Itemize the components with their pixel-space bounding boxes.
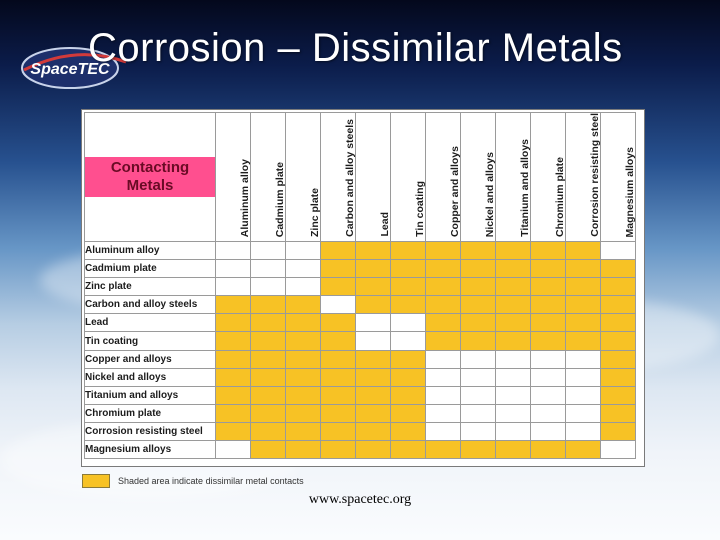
dissimilar-contact-cell xyxy=(461,314,496,332)
dissimilar-contact-cell xyxy=(391,278,426,296)
dissimilar-contact-cell xyxy=(426,441,461,459)
column-header xyxy=(566,113,601,242)
dissimilar-contact-cell xyxy=(216,422,251,440)
contact-table xyxy=(84,112,636,459)
dissimilar-contact-cell xyxy=(321,368,356,386)
compatible-contact-cell xyxy=(566,368,601,386)
dissimilar-contact-cell xyxy=(286,314,321,332)
column-header-label: Magnesium alloys xyxy=(624,146,636,237)
dissimilar-contact-cell xyxy=(286,404,321,422)
dissimilar-contact-cell xyxy=(601,296,636,314)
dissimilar-contact-cell xyxy=(391,242,426,260)
row-header-label: Nickel and alloys xyxy=(85,368,216,386)
dissimilar-contact-cell xyxy=(496,332,531,350)
dissimilar-contact-cell xyxy=(251,422,286,440)
compatible-contact-cell xyxy=(216,260,251,278)
column-header-label: Cadmium plate xyxy=(274,161,286,237)
dissimilar-contact-cell xyxy=(461,278,496,296)
dissimilar-contact-cell xyxy=(531,260,566,278)
table-row xyxy=(85,404,636,422)
dissimilar-contact-cell xyxy=(601,386,636,404)
column-header-label: Copper and alloys xyxy=(449,145,461,237)
dissimilar-contact-cell xyxy=(391,404,426,422)
dissimilar-contact-cell xyxy=(566,260,601,278)
compatible-contact-cell xyxy=(566,386,601,404)
dissimilar-contact-cell xyxy=(601,422,636,440)
column-header-label: Aluminum alloy xyxy=(239,158,251,237)
dissimilar-contact-cell xyxy=(321,278,356,296)
column-header-label: Zinc plate xyxy=(309,187,321,237)
row-header-label: Chromium plate xyxy=(85,404,216,422)
column-header-label: Tin coating xyxy=(414,181,426,237)
table-header-row xyxy=(85,113,636,242)
dissimilar-contact-cell xyxy=(391,422,426,440)
column-header xyxy=(321,113,356,242)
row-header-label: Magnesium alloys xyxy=(85,441,216,459)
dissimilar-contact-cell xyxy=(356,386,391,404)
dissimilar-contact-cell xyxy=(531,296,566,314)
compatible-contact-cell xyxy=(461,422,496,440)
column-header xyxy=(601,113,636,242)
dissimilar-contact-cell xyxy=(216,332,251,350)
dissimilar-contact-cell xyxy=(391,350,426,368)
column-header xyxy=(531,113,566,242)
dissimilar-contact-cell xyxy=(531,314,566,332)
row-header-label: Aluminum alloy xyxy=(85,242,216,260)
column-header xyxy=(391,113,426,242)
compatible-contact-cell xyxy=(461,404,496,422)
dissimilar-contact-cell xyxy=(566,332,601,350)
dissimilar-contact-cell xyxy=(461,332,496,350)
column-header-label: Chromium plate xyxy=(554,157,566,237)
compatible-contact-cell xyxy=(321,296,356,314)
dissimilar-contact-cell xyxy=(531,332,566,350)
column-header-label: Nickel and alloys xyxy=(484,151,496,237)
dissimilar-contact-cell xyxy=(426,260,461,278)
dissimilar-contact-cell xyxy=(321,314,356,332)
dissimilar-contact-cell xyxy=(566,278,601,296)
column-header xyxy=(356,113,391,242)
row-header-label: Corrosion resisting steel xyxy=(85,422,216,440)
dissimilar-contact-cell xyxy=(531,242,566,260)
dissimilar-contact-cell xyxy=(356,278,391,296)
dissimilar-contact-cell xyxy=(496,296,531,314)
compatible-contact-cell xyxy=(601,441,636,459)
dissimilar-contact-cell xyxy=(321,441,356,459)
dissimilar-contact-cell xyxy=(496,441,531,459)
dissimilar-contact-cell xyxy=(286,386,321,404)
compatible-contact-cell xyxy=(461,386,496,404)
compatible-contact-cell xyxy=(426,368,461,386)
compatible-contact-cell xyxy=(426,386,461,404)
dissimilar-contact-cell xyxy=(461,260,496,278)
compatible-contact-cell xyxy=(391,314,426,332)
dissimilar-contact-cell xyxy=(391,260,426,278)
dissimilar-contact-cell xyxy=(356,422,391,440)
dissimilar-contact-cell xyxy=(391,296,426,314)
table-row xyxy=(85,368,636,386)
dissimilar-contact-cell xyxy=(566,242,601,260)
dissimilar-contact-cell xyxy=(356,242,391,260)
table-row xyxy=(85,314,636,332)
table-row xyxy=(85,260,636,278)
dissimilar-contact-cell xyxy=(286,350,321,368)
column-header xyxy=(251,113,286,242)
compatible-contact-cell xyxy=(531,404,566,422)
dissimilar-contact-cell xyxy=(251,368,286,386)
dissimilar-contact-cell xyxy=(391,368,426,386)
dissimilar-contact-cell xyxy=(251,314,286,332)
row-header-label: Tin coating xyxy=(85,332,216,350)
compatible-contact-cell xyxy=(286,278,321,296)
dissimilar-contact-cell xyxy=(601,332,636,350)
row-header-label: Lead xyxy=(85,314,216,332)
table-row xyxy=(85,332,636,350)
compatible-contact-cell xyxy=(461,368,496,386)
table-row xyxy=(85,296,636,314)
column-header xyxy=(286,113,321,242)
row-header-label: Zinc plate xyxy=(85,278,216,296)
dissimilar-contact-cell xyxy=(251,386,286,404)
column-header-label: Corrosion resisting steel xyxy=(589,113,601,237)
dissimilar-contact-cell xyxy=(496,314,531,332)
compatible-contact-cell xyxy=(531,368,566,386)
dissimilar-contact-cell xyxy=(356,296,391,314)
column-header-label: Carbon and alloy steels xyxy=(344,119,356,237)
compatible-contact-cell xyxy=(496,422,531,440)
dissimilar-contact-cell xyxy=(216,296,251,314)
dissimilar-contact-cell xyxy=(216,404,251,422)
dissimilar-contact-cell xyxy=(461,441,496,459)
compatible-contact-cell xyxy=(601,242,636,260)
dissimilar-contact-cell xyxy=(566,296,601,314)
dissimilar-contact-cell xyxy=(391,386,426,404)
compatible-contact-cell xyxy=(286,242,321,260)
page-title: Corrosion – Dissimilar Metals xyxy=(88,26,623,70)
row-header-label: Copper and alloys xyxy=(85,350,216,368)
compatible-contact-cell xyxy=(251,260,286,278)
compatible-contact-cell xyxy=(356,314,391,332)
compatible-contact-cell xyxy=(496,368,531,386)
dissimilar-contact-cell xyxy=(321,404,356,422)
compatible-contact-cell xyxy=(216,441,251,459)
dissimilar-contact-cell xyxy=(286,422,321,440)
compatible-contact-cell xyxy=(251,242,286,260)
dissimilar-contact-cell xyxy=(321,242,356,260)
dissimilar-contact-cell xyxy=(321,386,356,404)
compatible-contact-cell xyxy=(286,260,321,278)
dissimilar-contact-cell xyxy=(426,242,461,260)
dissimilar-contact-cell xyxy=(251,350,286,368)
row-header-label: Titanium and alloys xyxy=(85,386,216,404)
dissimilar-contact-cell xyxy=(216,368,251,386)
legend xyxy=(82,474,304,488)
compatible-contact-cell xyxy=(496,404,531,422)
compatible-contact-cell xyxy=(531,350,566,368)
compatible-contact-cell xyxy=(216,278,251,296)
dissimilar-contact-cell xyxy=(531,278,566,296)
dissimilar-contact-cell xyxy=(601,350,636,368)
dissimilar-contact-cell xyxy=(356,260,391,278)
legend-text: Shaded area indicate dissimilar metal contacts xyxy=(118,476,304,486)
dissimilar-contact-cell xyxy=(426,332,461,350)
compatible-contact-cell xyxy=(496,350,531,368)
compatible-contact-cell xyxy=(391,332,426,350)
compatible-contact-cell xyxy=(531,422,566,440)
column-header-label: Lead xyxy=(379,212,391,237)
compatible-contact-cell xyxy=(426,404,461,422)
dissimilar-contact-cell xyxy=(216,386,251,404)
table-body xyxy=(85,242,636,459)
dissimilar-contact-cell xyxy=(216,350,251,368)
dissimilar-contact-cell xyxy=(566,314,601,332)
dissimilar-contact-cell xyxy=(216,314,251,332)
contacting-metals-label: Contacting Metals xyxy=(85,157,215,197)
compatible-contact-cell xyxy=(496,386,531,404)
column-header-label: Titanium and alloys xyxy=(519,139,531,237)
dissimilar-contact-cell xyxy=(356,350,391,368)
compatible-contact-cell xyxy=(566,422,601,440)
row-header-label: Carbon and alloy steels xyxy=(85,296,216,314)
dissimilar-contact-cell xyxy=(461,242,496,260)
dissimilar-contact-cell xyxy=(426,278,461,296)
dissimilar-contact-cell xyxy=(496,242,531,260)
dissimilar-contact-cell xyxy=(426,296,461,314)
dissimilar-contact-cell xyxy=(251,441,286,459)
dissimilar-contact-cell xyxy=(461,296,496,314)
dissimilar-contact-cell xyxy=(601,314,636,332)
legend-swatch xyxy=(82,474,110,488)
compatible-contact-cell xyxy=(566,404,601,422)
dissimilar-metals-chart xyxy=(82,110,644,466)
dissimilar-contact-cell xyxy=(321,422,356,440)
dissimilar-contact-cell xyxy=(566,441,601,459)
table-row xyxy=(85,422,636,440)
dissimilar-contact-cell xyxy=(601,260,636,278)
table-row xyxy=(85,242,636,260)
dissimilar-contact-cell xyxy=(391,441,426,459)
logo-text: SpaceTEC xyxy=(30,61,110,78)
column-header xyxy=(216,113,251,242)
dissimilar-contact-cell xyxy=(286,296,321,314)
compatible-contact-cell xyxy=(426,350,461,368)
dissimilar-contact-cell xyxy=(356,404,391,422)
table-row xyxy=(85,350,636,368)
corner-cell xyxy=(85,113,216,242)
row-header-label: Cadmium plate xyxy=(85,260,216,278)
column-header xyxy=(426,113,461,242)
dissimilar-contact-cell xyxy=(496,260,531,278)
dissimilar-contact-cell xyxy=(321,332,356,350)
dissimilar-contact-cell xyxy=(321,350,356,368)
compatible-contact-cell xyxy=(461,350,496,368)
dissimilar-contact-cell xyxy=(496,278,531,296)
table-row xyxy=(85,278,636,296)
dissimilar-contact-cell xyxy=(601,404,636,422)
compatible-contact-cell xyxy=(356,332,391,350)
dissimilar-contact-cell xyxy=(426,314,461,332)
dissimilar-contact-cell xyxy=(601,368,636,386)
compatible-contact-cell xyxy=(531,386,566,404)
dissimilar-contact-cell xyxy=(251,296,286,314)
dissimilar-contact-cell xyxy=(251,404,286,422)
dissimilar-contact-cell xyxy=(286,368,321,386)
dissimilar-contact-cell xyxy=(356,441,391,459)
table-row xyxy=(85,386,636,404)
column-header xyxy=(496,113,531,242)
compatible-contact-cell xyxy=(216,242,251,260)
dissimilar-contact-cell xyxy=(251,332,286,350)
dissimilar-contact-cell xyxy=(601,278,636,296)
compatible-contact-cell xyxy=(426,422,461,440)
footer-url[interactable]: www.spacetec.org xyxy=(308,492,412,507)
dissimilar-contact-cell xyxy=(286,441,321,459)
column-header xyxy=(461,113,496,242)
dissimilar-contact-cell xyxy=(321,260,356,278)
dissimilar-contact-cell xyxy=(531,441,566,459)
compatible-contact-cell xyxy=(251,278,286,296)
compatible-contact-cell xyxy=(566,350,601,368)
dissimilar-contact-cell xyxy=(356,368,391,386)
table-row xyxy=(85,441,636,459)
dissimilar-contact-cell xyxy=(286,332,321,350)
